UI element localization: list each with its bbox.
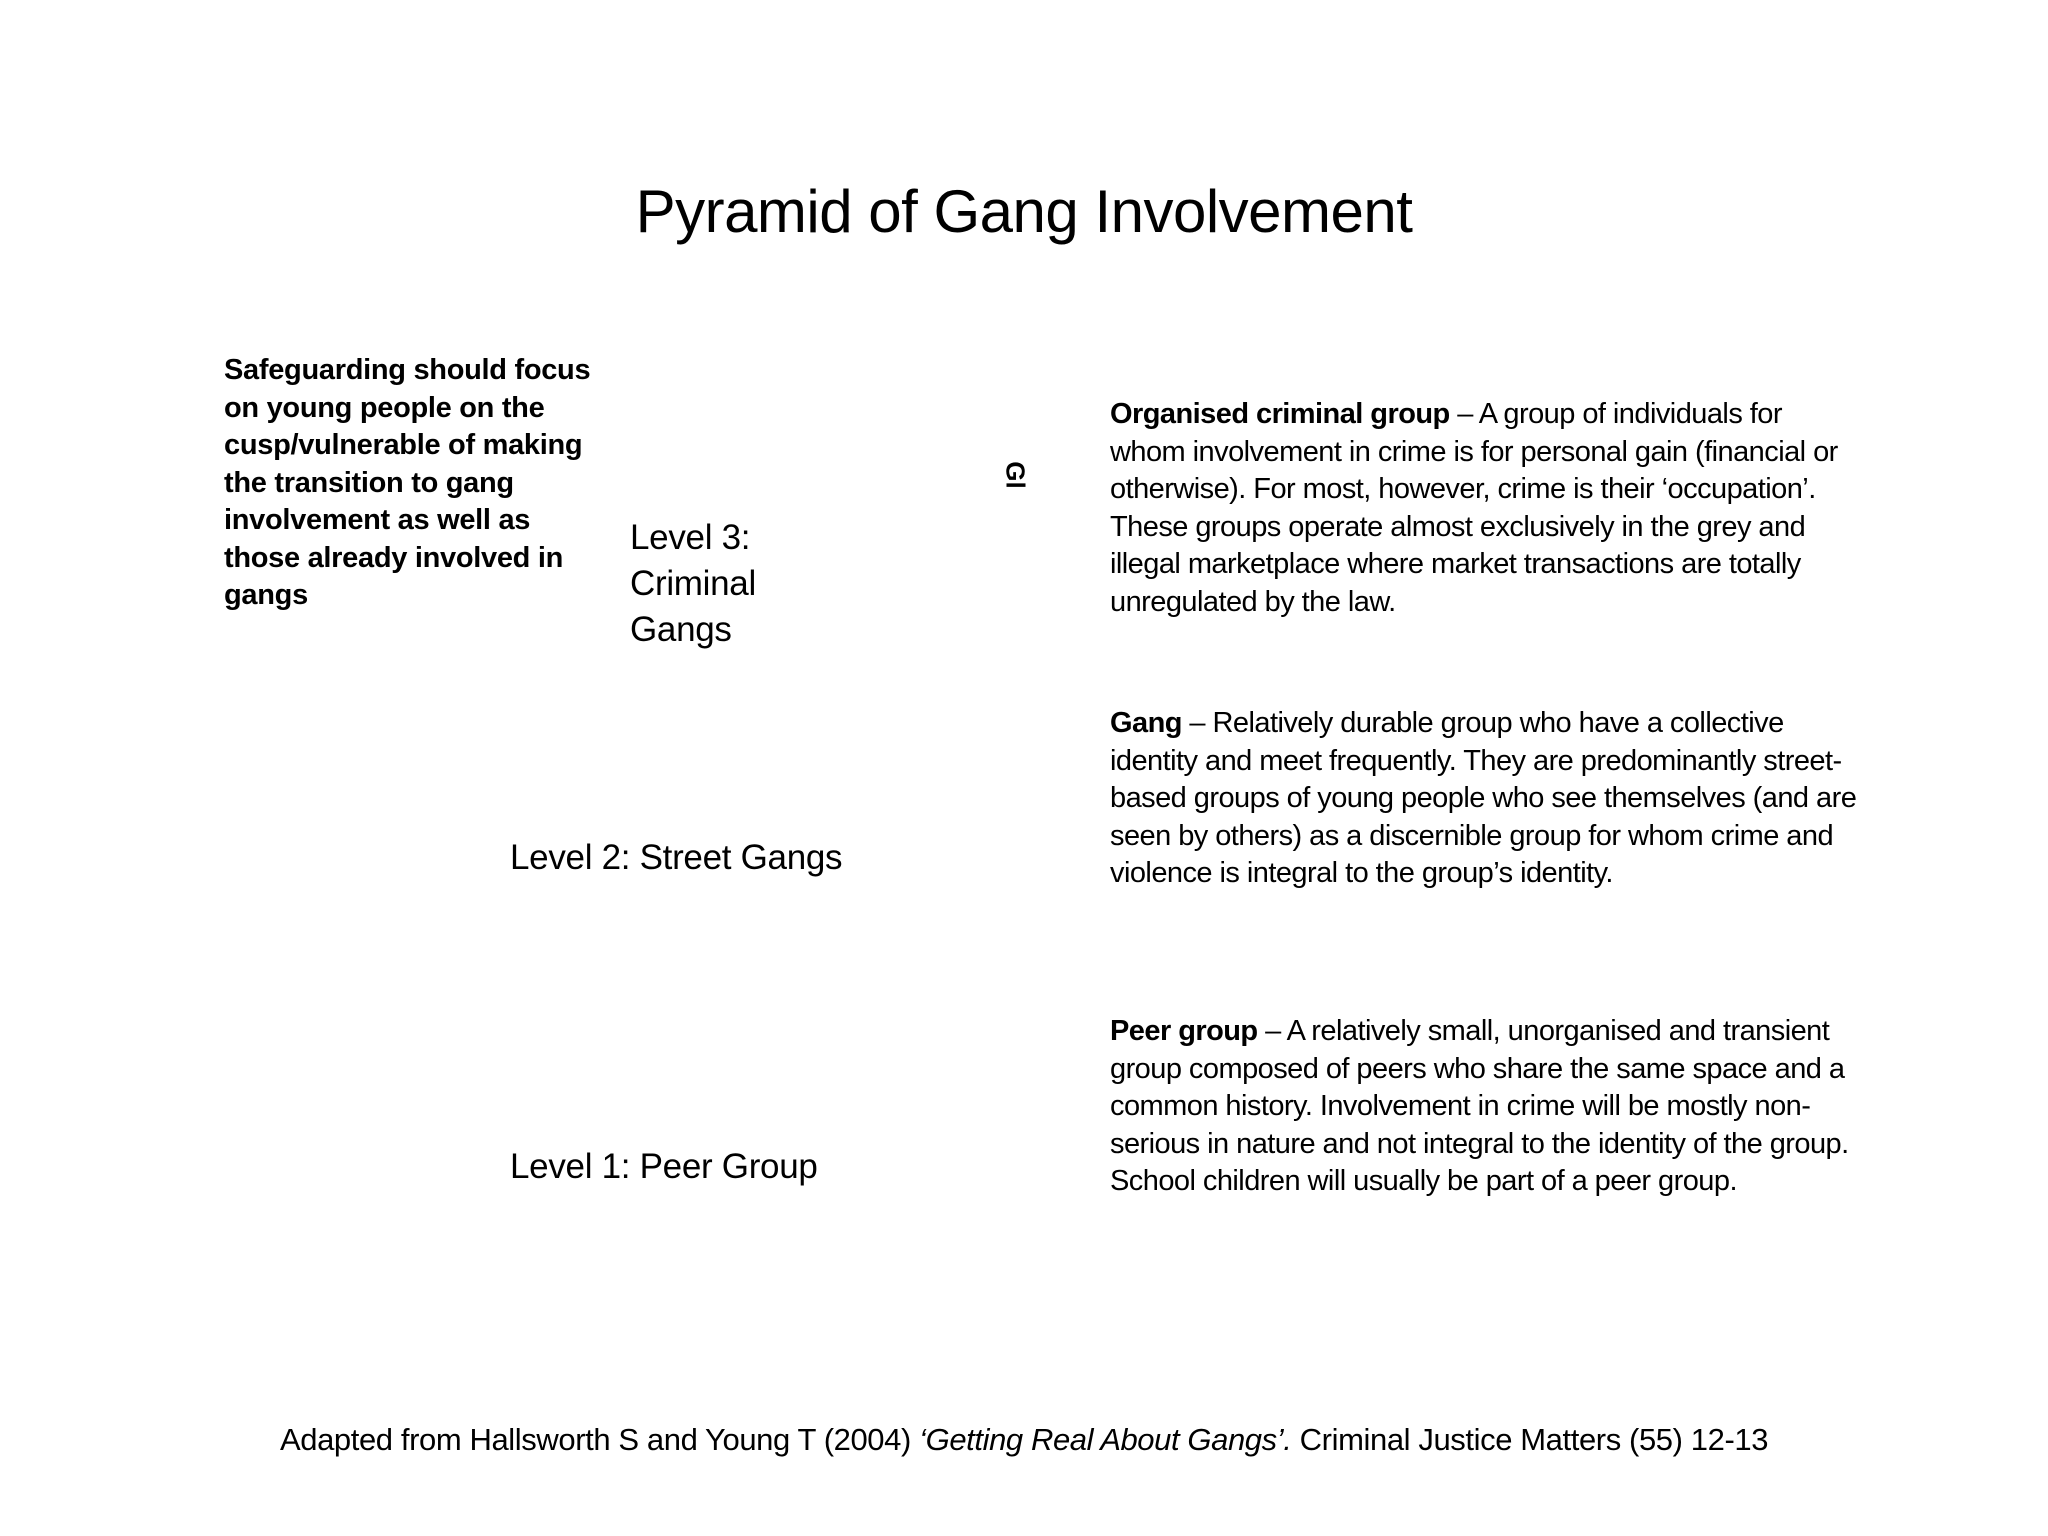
- level-2-label: Level 2: Street Gangs: [510, 838, 843, 877]
- definition-term: Peer group: [1110, 1015, 1258, 1047]
- page-title: Pyramid of Gang Involvement: [635, 178, 1413, 245]
- safeguarding-note: Safeguarding should focus on young people on the cusp/vulnerable of making the transition to gang involvement as well as those already involved in gangs: [224, 354, 591, 611]
- citation-suffix: Criminal Justice Matters (55) 12-13: [1291, 1422, 1769, 1457]
- definition-term: Organised criminal group: [1110, 398, 1450, 430]
- definition-text: – A relatively small, unorganised and transient group composed of peers who share the same space and a common history. Involvement in crime will be mostly non-serious in nature and not integral to the identity of the group. School children will usually be part of a peer group.: [1110, 1015, 1849, 1197]
- level-1-label: Level 1: Peer Group: [510, 1147, 818, 1186]
- definition-gang: [1110, 705, 1860, 893]
- rotated-glyph: Gl: [1000, 461, 1031, 489]
- definition-term: Gang: [1110, 707, 1182, 739]
- level-3-label: Level 3: Criminal Gangs: [630, 518, 756, 649]
- definition-organised-criminal-group: [1110, 396, 1860, 621]
- citation-prefix: Adapted from Hallsworth S and Young T (2004): [279, 1422, 920, 1457]
- citation-title: ‘Getting Real About Gangs’.: [919, 1422, 1292, 1457]
- citation-footer: [0, 1420, 2048, 1460]
- definition-text: – A group of individuals for whom involvement in crime is for personal gain (financial or otherwise). For most, however, crime is their ‘occupation’. These groups operate almost exclusively in the grey and illegal marketplace where market transactions are totally unregulated by the law.: [1110, 398, 1838, 618]
- definition-text: – Relatively durable group who have a collective identity and meet frequently. They are predominantly street-based groups of young people who see themselves (and are seen by others) as a discernible group for whom crime and violence is integral to the group’s identity.: [1110, 707, 1857, 889]
- definition-peer-group: [1110, 1013, 1860, 1201]
